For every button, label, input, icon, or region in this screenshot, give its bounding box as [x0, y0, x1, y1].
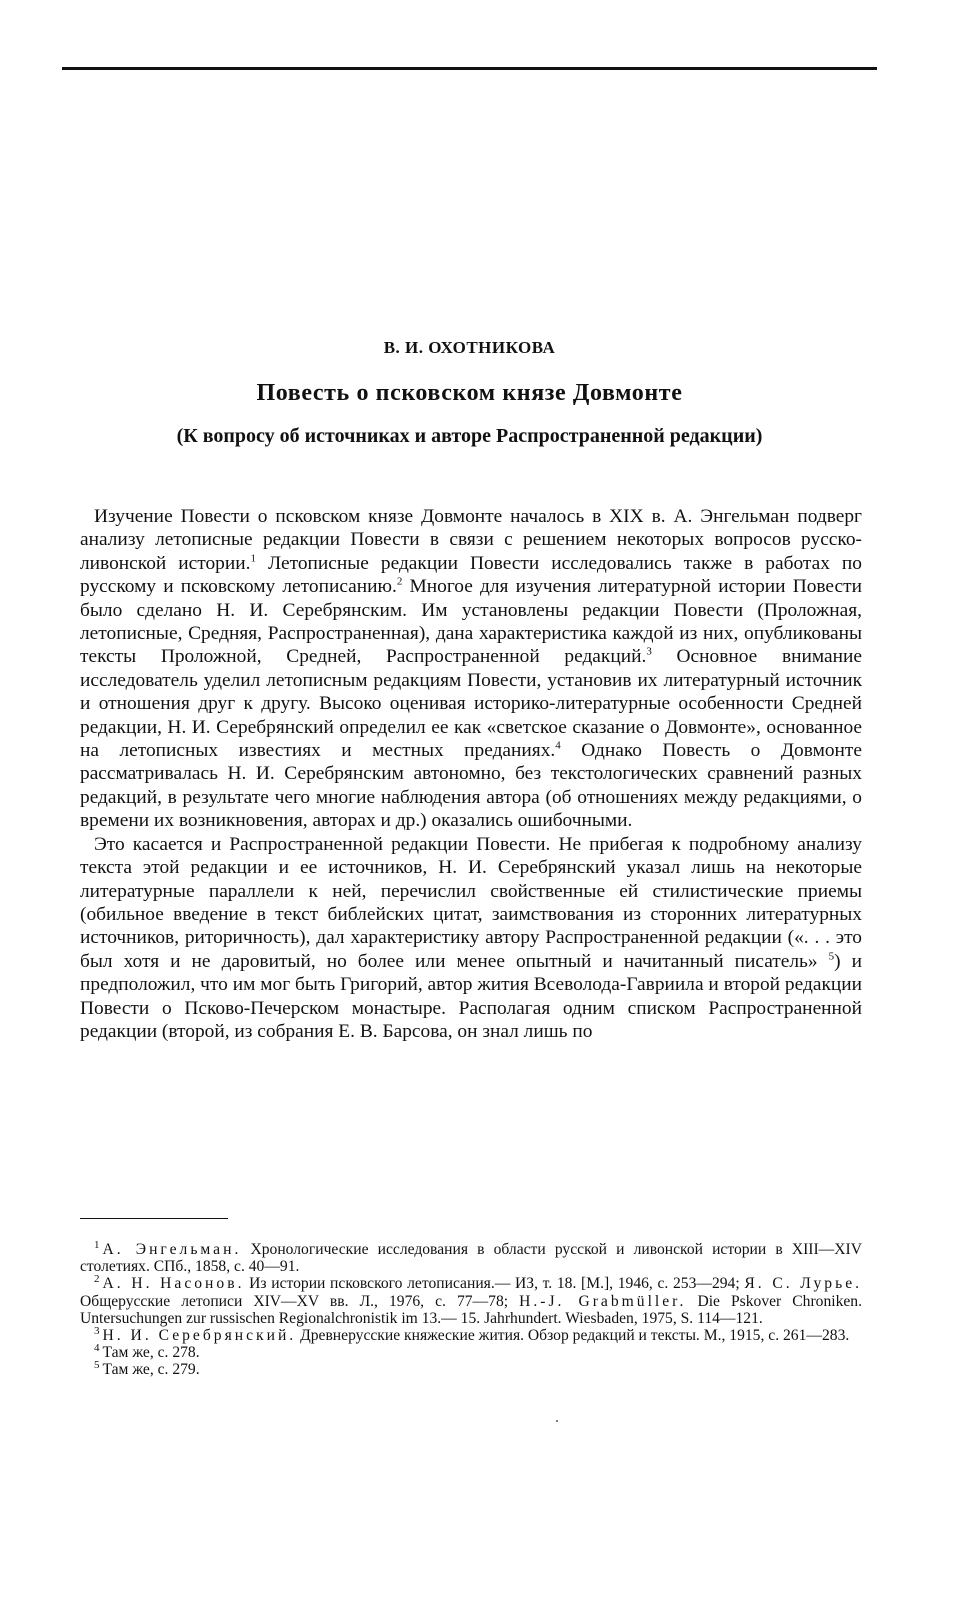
- footnote-number: 1: [94, 1238, 100, 1251]
- text-run: Основное внимание исследователь уделил летописным редакциям Повести, установив их литературный источник и отношения друг к другу. Высоко оценивая историко-литературные особенности Средней редакции, Н. И. Серебрянский определил ее как «светское сказание о Довмонте», основанное на летописных известиях и местных преданиях.: [80, 646, 863, 762]
- paragraph-2: [80, 833, 862, 1044]
- footnote-number: 5: [94, 1359, 100, 1372]
- footnote-author: H.-J. Grabmüller.: [519, 1292, 687, 1310]
- footnote-ref: 5: [828, 950, 835, 963]
- footnote-number: 3: [94, 1324, 100, 1337]
- footnote-ref: 1: [250, 552, 256, 565]
- article-body: [80, 505, 862, 1043]
- footnote-ref: 2: [396, 575, 403, 588]
- footnote-rule: [80, 1218, 228, 1219]
- footnote-author: А. Н. Насонов.: [102, 1275, 245, 1293]
- footnote-author: Я. С. Лурье.: [744, 1275, 863, 1293]
- footnote-number: 4: [94, 1342, 100, 1355]
- footnotes: [80, 1238, 863, 1379]
- footnote-text: Die Pskover Chroniken. Untersuchungen zur russischen Regionalchronistik im 13.— 15. Jahrhundert. Wiesbaden, 1975, S. 114—121.: [80, 1292, 863, 1327]
- text-run: Однако Повесть о Довмонте рассматривалась Н. И. Серебрянским автономно, без текстологических сравнений разных редакций, в результате чего многие наблюдения автора (об отношениях между редакциями, о времени их возникновения, авторах и др.) оказались ошибочными.: [80, 740, 862, 832]
- footnote-text: Хронологические исследования в области русской и ливонской истории в XIII—XIV столетиях. СПб., 1858, с. 40—91.: [80, 1241, 862, 1276]
- text-run: Многое для изучения литературной истории Повести было сделано Н. И. Серебрянским. Им установлены редакции Повести (Проложная, летописные, Средняя, Распространенная), дана характеристика каждой из них, опубликованы тексты Проложной, Средней, Распространенной редакций.: [80, 576, 862, 668]
- paragraph-1: [80, 505, 862, 833]
- footnote-text: Древнерусские княжеские жития. Обзор редакций и тексты. М., 1915, с. 261—283.: [296, 1327, 850, 1345]
- footnote-3: [80, 1324, 862, 1345]
- footnote-5: [80, 1361, 862, 1378]
- text-run: Это касается и Распространенной редакции Повести. Не прибегая к подробному анализу текста этой редакции и ее источников, Н. И. Серебрянский указал лишь на некоторые литературные параллели к ней, перечислил свойственные ей стилистические приемы (обильное введение в текст библейских цитат, заимствования из сторонних литературных источников, риторичность), дал характеристику автору Распространенной редакции («. . . это был хотя и не даровитый, но более или менее опытный и начитанный писатель»: [80, 833, 862, 972]
- footnote-author: Н. И. Серебрянский.: [102, 1327, 297, 1345]
- footnote-2: [80, 1275, 862, 1327]
- footnote-text: Из истории псковского летописания.— ИЗ, т. 18. [М.], 1946, с. 253—294;: [244, 1275, 745, 1293]
- footnote-number: 2: [94, 1273, 100, 1286]
- footnote-1: [80, 1238, 862, 1276]
- text-run: ) и предположил, что им мог быть Григорий, автор жития Всеволода-Гавриила и второй редакции Повести о Псково-Печерском монастыре. Располагая одним списком Распространенной редакции (второй, из собрания Е. В. Барсова, он знал лишь по: [80, 950, 863, 1042]
- article-title: Повесть о псковском князе Довмонте: [256, 380, 683, 406]
- footnote-author: А. Энгельман.: [102, 1241, 242, 1258]
- scan-speck: [556, 1420, 558, 1422]
- article-header: [62, 338, 877, 448]
- text-run: Изучение Повести о псковском князе Довмонте началось в XIX в. А. Энгельман подверг анализу летописные редакции Повести в связи с решением некоторых вопросов русско-ливонской истории.: [80, 506, 862, 574]
- footnote-text: Там же, с. 278.: [102, 1344, 200, 1362]
- author-name: В. И. ОХОТНИКОВА: [383, 338, 556, 357]
- text-run: Летописные редакции Повести исследовались также в работах по русскому и псковскому летописанию.: [80, 552, 862, 598]
- footnote-ref: 3: [646, 645, 652, 658]
- footnote-ref: 4: [555, 739, 561, 752]
- footnote-text: Общерусские летописи XIV—XV вв. Л., 1976, с. 77—78;: [80, 1292, 520, 1310]
- top-rule: [62, 67, 877, 70]
- footnote-text: Там же, с. 279.: [102, 1361, 200, 1379]
- footnote-4: [80, 1344, 862, 1361]
- article-subtitle: (К вопросу об источниках и авторе Распространенной редакции): [176, 425, 763, 447]
